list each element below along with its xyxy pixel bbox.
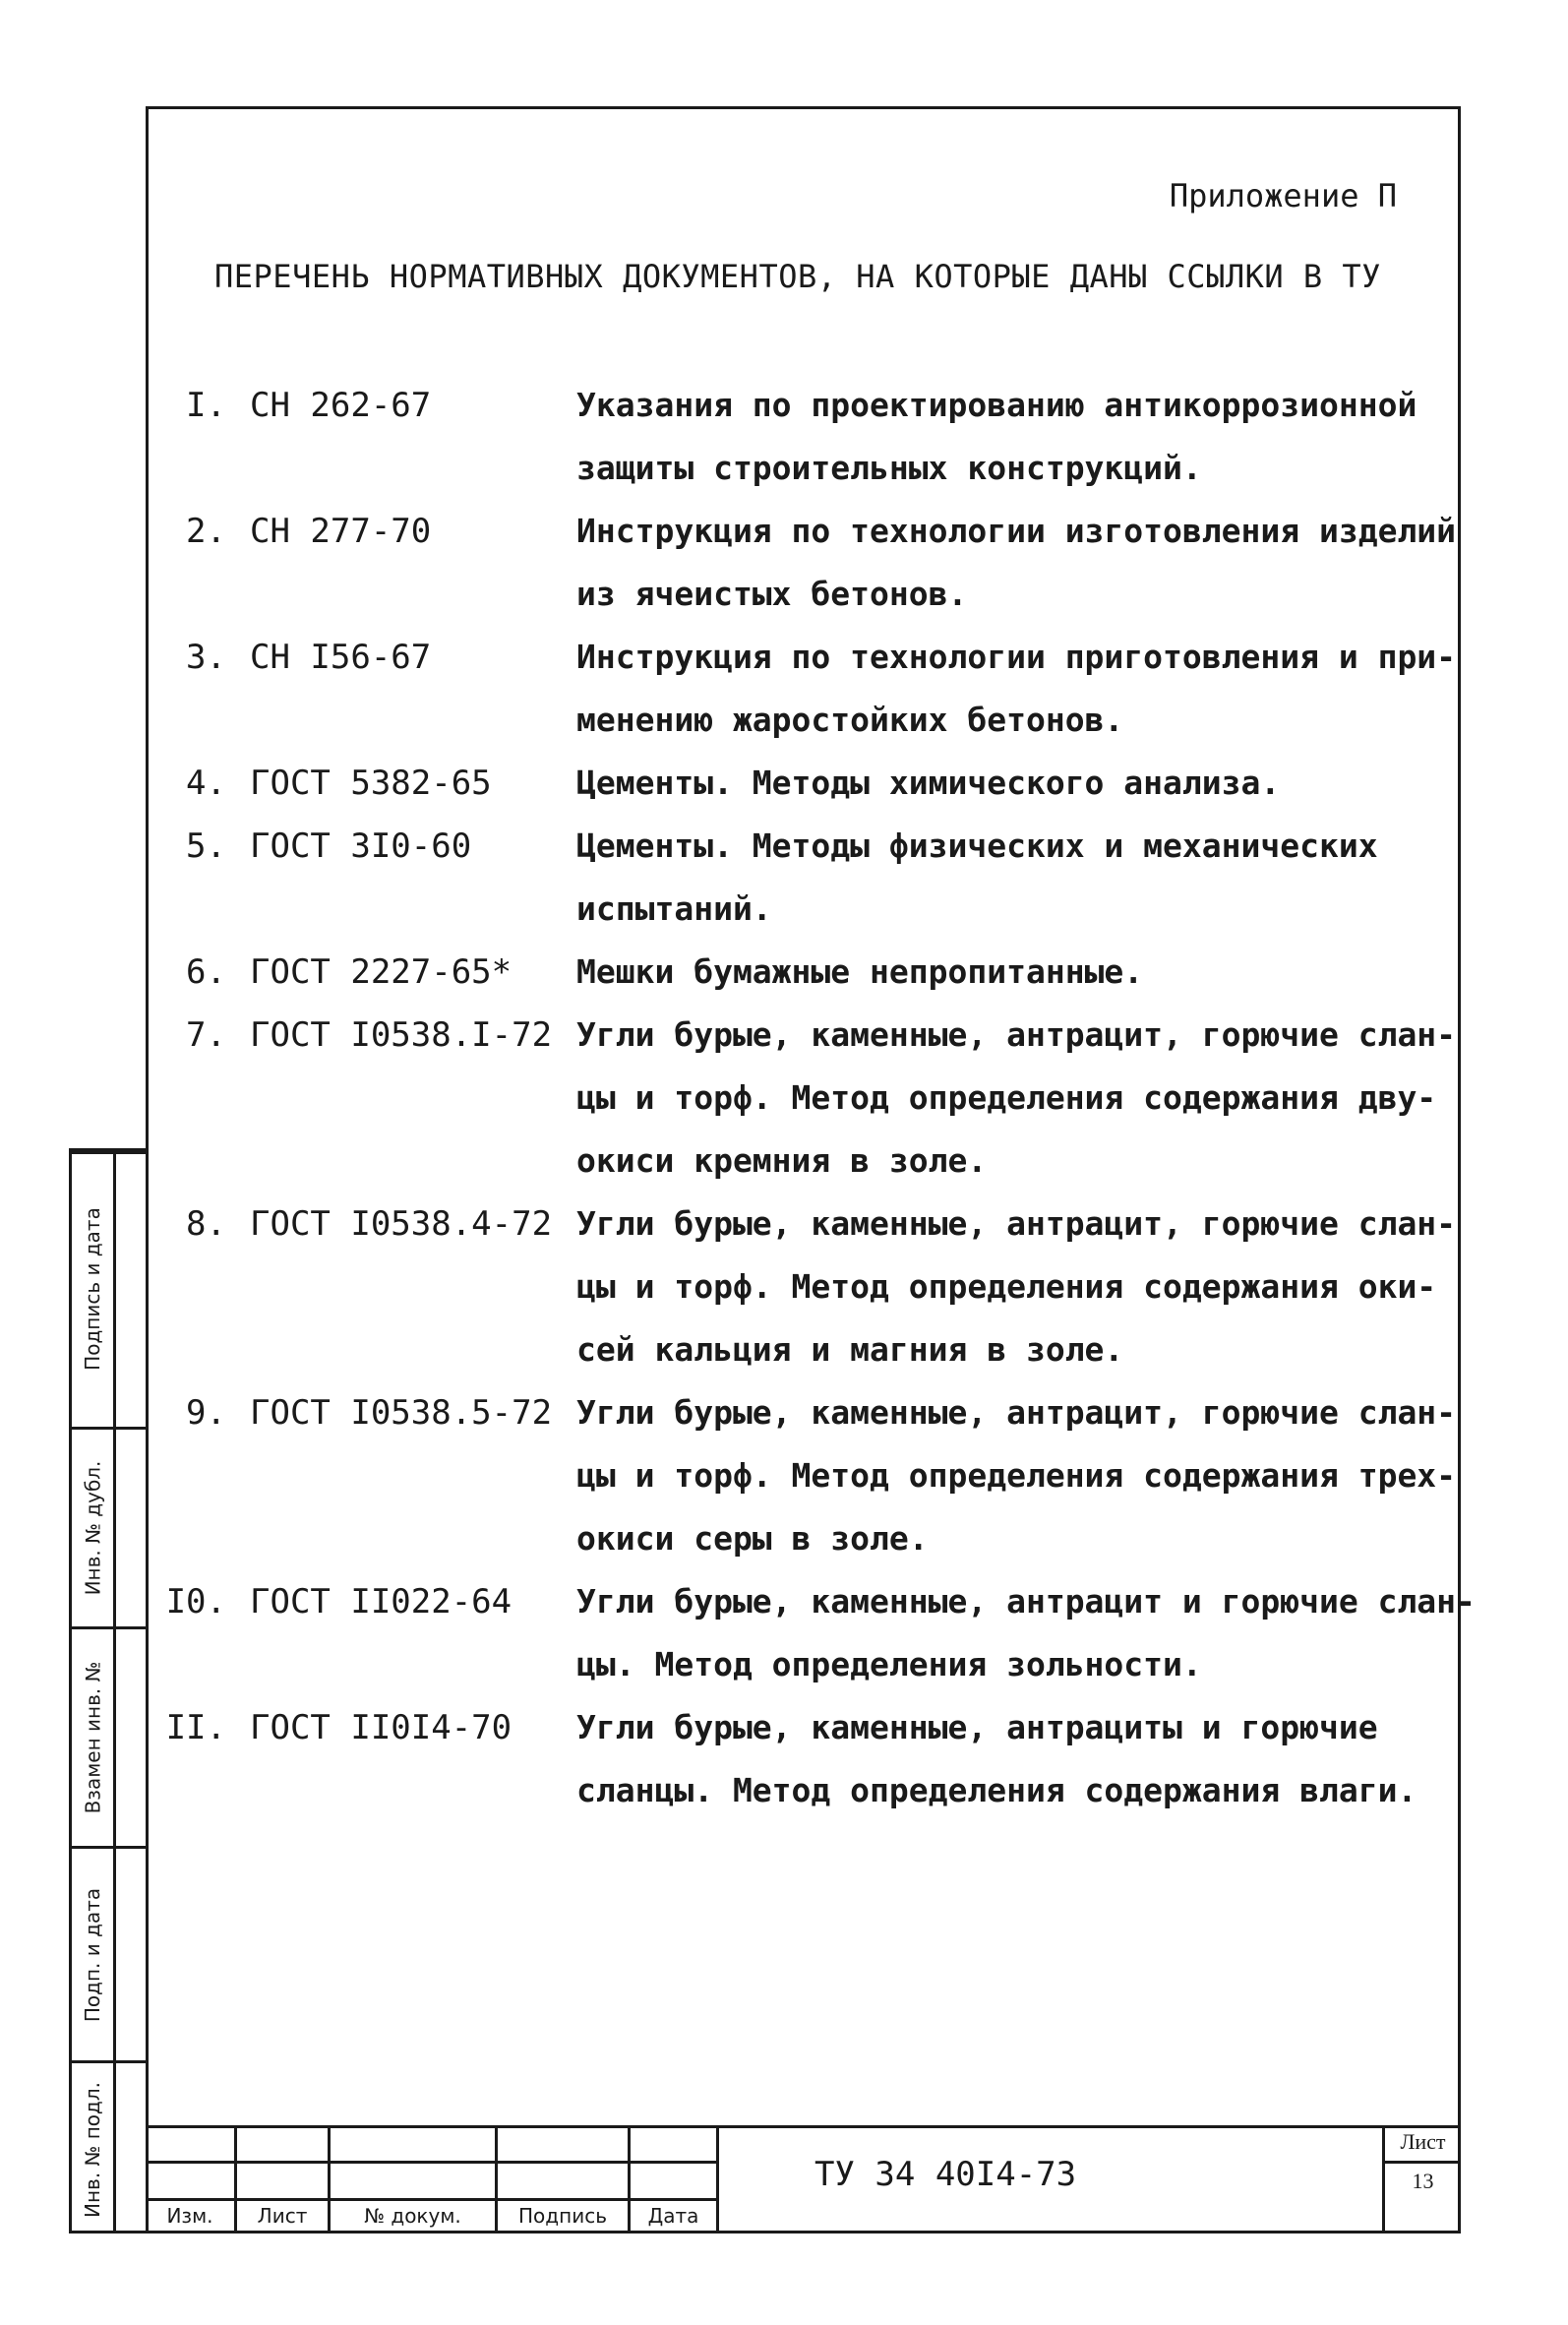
entry-document-code: ГОСТ 5382-65 xyxy=(250,764,492,803)
entry-description-line: цы. Метод определения зольности. xyxy=(576,1645,1202,1683)
entry-description-line: цы и торф. Метод определения содержания оки- xyxy=(576,1267,1437,1306)
entry-description-line: цы и торф. Метод определения содержания дву- xyxy=(576,1078,1437,1117)
entry-description-line: окиси кремния в золе. xyxy=(576,1141,988,1180)
side-label-original-inv: Инв. № подл. xyxy=(81,2082,105,2218)
title-block xyxy=(146,2125,1461,2233)
stamp-top-line xyxy=(146,2125,1461,2128)
side-label-replace-inv: Взамен инв. № xyxy=(81,1661,105,1814)
entry-document-code: СН 262-67 xyxy=(250,386,432,425)
entry-description xyxy=(576,1193,1462,1381)
document-title: ПЕРЕЧЕНЬ НОРМАТИВНЫХ ДОКУМЕНТОВ, НА КОТОРЫЕ ДАНЫ ССЫЛКИ В ТУ xyxy=(214,258,1381,295)
stamp-col-line xyxy=(716,2125,719,2233)
sheet-box-line xyxy=(1385,2161,1461,2164)
entry-description-line: Цементы. Методы физических и механических xyxy=(576,826,1378,865)
entry-number: 8. xyxy=(186,1204,226,1244)
stamp-col-change: Изм. xyxy=(166,2204,213,2228)
entry-description-line: Цементы. Методы химического анализа. xyxy=(576,764,1281,802)
entry-description-line: Угли бурые, каменные, антрацит, горючие слан- xyxy=(576,1204,1457,1243)
entry-description xyxy=(576,500,1462,626)
entry-description-line: защиты строительных конструкций. xyxy=(576,449,1202,487)
side-column-line xyxy=(113,1151,116,2231)
entry-description xyxy=(576,374,1462,500)
entry-description-line: Угли бурые, каменные, антрацит, горючие слан- xyxy=(576,1015,1457,1054)
side-label-signature-date: Подпись и дата xyxy=(81,1207,105,1371)
entry-number: I. xyxy=(186,386,226,425)
entry-number: 7. xyxy=(186,1015,226,1055)
entry-description-line: Угли бурые, каменные, антрацит, горючие слан- xyxy=(576,1393,1457,1432)
entry-description xyxy=(576,815,1462,941)
entry-description-line: менению жаростойких бетонов. xyxy=(576,701,1124,739)
entry-document-code: ГОСТ 2227-65* xyxy=(250,952,513,992)
entry-description xyxy=(576,1696,1462,1822)
entry-number: II. xyxy=(165,1708,226,1747)
entry-description-line: Угли бурые, каменные, антрациты и горючие xyxy=(576,1708,1378,1746)
stamp-col-date: Дата xyxy=(647,2204,699,2228)
side-stamp-strip xyxy=(69,1148,146,2233)
entry-document-code: ГОСТ I0538.I-72 xyxy=(250,1015,553,1055)
entry-description-line: Угли бурые, каменные, антрацит и горючие слан- xyxy=(576,1582,1476,1621)
stamp-col-signature: Подпись xyxy=(518,2204,607,2228)
entry-number: 3. xyxy=(186,638,226,677)
entry-description xyxy=(576,1381,1462,1570)
entry-number: I0. xyxy=(165,1582,226,1621)
document-code: ТУ 34 40I4-73 xyxy=(814,2155,1077,2194)
entry-document-code: ГОСТ II0I4-70 xyxy=(250,1708,513,1747)
entry-description-line: Мешки бумажные непропитанные. xyxy=(576,952,1144,991)
entry-description-line: Инструкция по технологии приготовления и при- xyxy=(576,638,1457,676)
sheet-number: 13 xyxy=(1412,2169,1434,2193)
entry-description xyxy=(576,941,1462,1004)
sheet-label: Лист xyxy=(1400,2129,1446,2154)
entry-document-code: ГОСТ II022-64 xyxy=(250,1582,513,1621)
entry-number: 5. xyxy=(186,826,226,866)
entry-document-code: ГОСТ I0538.5-72 xyxy=(250,1393,553,1433)
entry-description-line: сей кальция и магния в золе. xyxy=(576,1330,1124,1369)
entry-description-line: из ячеистых бетонов. xyxy=(576,575,968,613)
entry-document-code: ГОСТ 3I0-60 xyxy=(250,826,472,866)
side-label-sign-date: Подп. и дата xyxy=(81,1887,104,2022)
entry-description xyxy=(576,626,1462,752)
entry-number: 9. xyxy=(186,1393,226,1433)
entry-number: 2. xyxy=(186,512,226,551)
entry-description-line: сланцы. Метод определения содержания влаги. xyxy=(576,1771,1417,1809)
entry-description-line: цы и торф. Метод определения содержания трех- xyxy=(576,1456,1457,1495)
entry-document-code: СН I56-67 xyxy=(250,638,432,677)
appendix-label: Приложение П xyxy=(1169,177,1397,214)
stamp-row-line xyxy=(146,2161,716,2164)
entry-description xyxy=(576,1570,1476,1696)
side-label-dup-inv: Инв. № дубл. xyxy=(81,1460,104,1596)
entry-description-line: Указания по проектированию антикоррозионной xyxy=(576,386,1417,424)
entry-number: 6. xyxy=(186,952,226,992)
stamp-col-sheet: Лист xyxy=(257,2204,308,2228)
entry-document-code: СН 277-70 xyxy=(250,512,432,551)
entry-description-line: испытаний. xyxy=(576,889,772,928)
entry-document-code: ГОСТ I0538.4-72 xyxy=(250,1204,553,1244)
entry-description-line: Инструкция по технологии изготовления изделий xyxy=(576,512,1457,550)
entry-number: 4. xyxy=(186,764,226,803)
stamp-col-doc-number: № докум. xyxy=(364,2204,461,2228)
entry-description-line: окиси серы в золе. xyxy=(576,1519,929,1558)
entry-description xyxy=(576,1004,1462,1193)
entry-description xyxy=(576,752,1462,815)
